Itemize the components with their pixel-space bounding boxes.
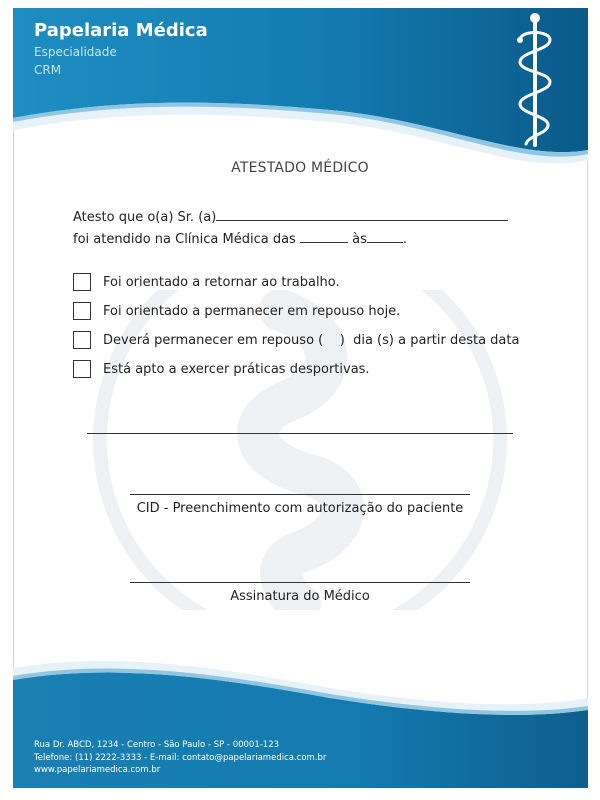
patient-line-text: Atesto que o(a) Sr. (a) (73, 210, 217, 225)
patient-name-field[interactable] (216, 207, 508, 221)
check-row-return-work[interactable] (73, 273, 340, 291)
document-title: ATESTADO MÉDICO (231, 160, 369, 176)
specialty-label: Especialidade (34, 45, 117, 59)
footer-website[interactable]: www.papelariamedica.com.br (34, 765, 161, 775)
footer-contact: Telefone: (11) 2222-3333 - E-mail: contato@papelariamedica.com.br (34, 752, 327, 763)
check-label-rest-days: Deverá permanecer em repouso ( ) dia (s) a partir desta data (103, 332, 520, 348)
checkbox-rest-days[interactable] (73, 331, 91, 349)
checkbox-sports[interactable] (73, 360, 91, 378)
check-row-rest-days[interactable] (73, 331, 519, 349)
end-time-field[interactable] (367, 229, 403, 243)
footer-address: Rua Dr. ABCD, 1234 - Centro - São Paulo - SP - 00001-123 (34, 740, 280, 750)
cid-caption: CID - Preenchimento com autorização do paciente (136, 501, 464, 516)
checkbox-return-work[interactable] (73, 273, 91, 291)
time-line (73, 229, 407, 247)
cid-line[interactable] (130, 494, 470, 495)
brand-block (34, 20, 208, 78)
patient-line (73, 207, 508, 225)
time-line-end: . (402, 232, 407, 247)
notes-line[interactable] (87, 433, 513, 434)
check-row-rest-today[interactable] (73, 302, 400, 320)
check-row-sports[interactable] (73, 360, 370, 378)
check-label-rest-today: Foi orientado a permanecer em repouso hoje. (103, 303, 401, 319)
time-line-mid: às (352, 232, 367, 247)
signature-caption: Assinatura do Médico (230, 589, 370, 604)
brand-name: Papelaria Médica (34, 20, 208, 41)
checkbox-rest-today[interactable] (73, 302, 91, 320)
check-label-sports: Está apto a exercer práticas desportivas. (103, 361, 370, 377)
signature-line[interactable] (130, 582, 470, 583)
time-line-text: foi atendido na Clínica Médica das (73, 232, 296, 247)
footer-info (34, 739, 326, 777)
crm-label: CRM (34, 63, 62, 77)
check-label-return-work: Foi orientado a retornar ao trabalho. (103, 274, 340, 290)
start-time-field[interactable] (300, 229, 348, 243)
